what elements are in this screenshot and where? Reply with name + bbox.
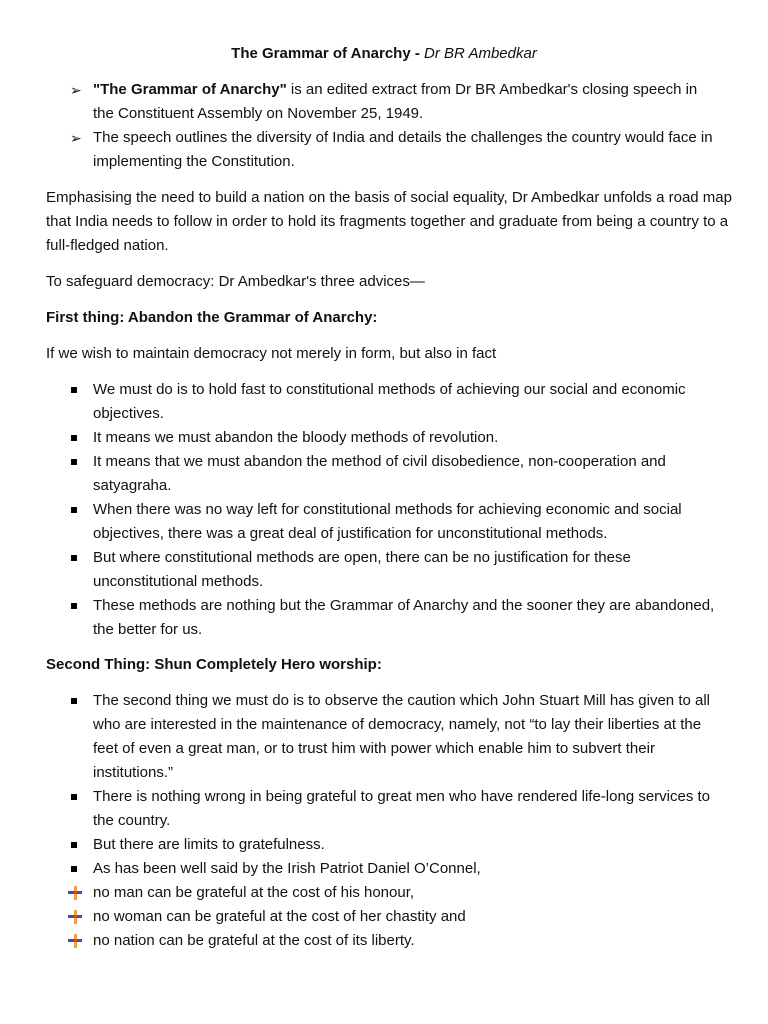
list-item [0,426,740,450]
list-item [0,857,740,881]
list-item-text: But where constitutional methods are open, there can be no justification for these unconstitutional methods. [93,549,631,590]
cross-bullet-icon [68,929,82,953]
list-item [0,689,740,785]
list-item [0,833,740,857]
section-1-list [0,378,740,642]
paragraph-three-advices: To safeguard democracy: Dr Ambedkar's three advices— [46,273,425,290]
list-item [0,126,740,174]
intro-text: The speech outlines the diversity of India and details the challenges the country would face in implementing the Constitution. [93,129,713,170]
list-item [0,498,740,546]
quote-list-item [0,905,740,929]
intro-text: is an edited extract from Dr BR Ambedkar's closing speech in the Constituent Assembly on November 25, 1949. [93,81,698,122]
square-bullet-icon [68,450,82,474]
square-bullet-icon [68,378,82,402]
square-bullet-icon [68,426,82,450]
arrow-bullet-icon: ➢ [70,130,82,146]
list-item-text: It means we must abandon the bloody methods of revolution. [93,429,499,446]
cross-bullet-icon [68,881,82,905]
quote-item-text: no man can be grateful at the cost of his honour, [93,884,415,901]
quote-list-item [0,881,740,905]
list-item-text: But there are limits to gratefulness. [93,836,325,853]
square-bullet-icon [68,689,82,713]
list-item-text: There is nothing wrong in being grateful to great men who have rendered life-long services to the country. [93,788,711,829]
square-bullet-icon [68,594,82,618]
list-item [0,78,740,126]
list-item-text: When there was no way left for constitutional methods for achieving economic and social objectives, there was a great deal of justification for unconstitutional methods. [93,501,682,542]
quote-list-item [0,929,740,953]
section-2-list [0,689,740,953]
intro-bold-title: "The Grammar of Anarchy" [93,81,287,98]
arrow-bullet-icon: ➢ [70,82,82,98]
section-1-lead: If we wish to maintain democracy not merely in form, but also in fact [46,345,497,362]
square-bullet-icon [68,833,82,857]
square-bullet-icon [68,785,82,809]
list-item [0,378,740,426]
list-item-text: These methods are nothing but the Grammar of Anarchy and the sooner they are abandoned, the better for us. [93,597,715,638]
list-item [0,785,740,833]
document-title [0,43,768,65]
intro-list [0,78,740,174]
list-item [0,594,740,642]
list-item [0,546,740,594]
title-bold: The Grammar of Anarchy - [231,45,424,62]
list-item-text: The second thing we must do is to observe the caution which John Stuart Mill has given to all who are interested in the maintenance of democracy, namely, not “to lay their liberties at the feet of even a great man, or to trust him with power which enable him to subvert their institutions.” [93,692,710,781]
title-author: Dr BR Ambedkar [424,45,537,62]
square-bullet-icon [68,498,82,522]
list-item-text: We must do is to hold fast to constitutional methods of achieving our social and economic objectives. [93,381,686,422]
list-item-text: It means that we must abandon the method of civil disobedience, non-cooperation and satyagraha. [93,453,666,494]
section-1-heading: First thing: Abandon the Grammar of Anarchy: [46,309,378,326]
paragraph-road-map: Emphasising the need to build a nation on the basis of social equality, Dr Ambedkar unfolds a road map that India needs to follow in order to hold its fragments together and graduate from being a country to a full-fledged nation. [46,189,732,254]
section-2-heading: Second Thing: Shun Completely Hero worship: [46,656,382,673]
square-bullet-icon [68,546,82,570]
square-bullet-icon [68,857,82,881]
list-item [0,450,740,498]
quote-item-text: no nation can be grateful at the cost of its liberty. [93,932,415,949]
list-item-text: As has been well said by the Irish Patriot Daniel O’Connel, [93,860,481,877]
cross-bullet-icon [68,905,82,929]
quote-item-text: no woman can be grateful at the cost of her chastity and [93,908,466,925]
